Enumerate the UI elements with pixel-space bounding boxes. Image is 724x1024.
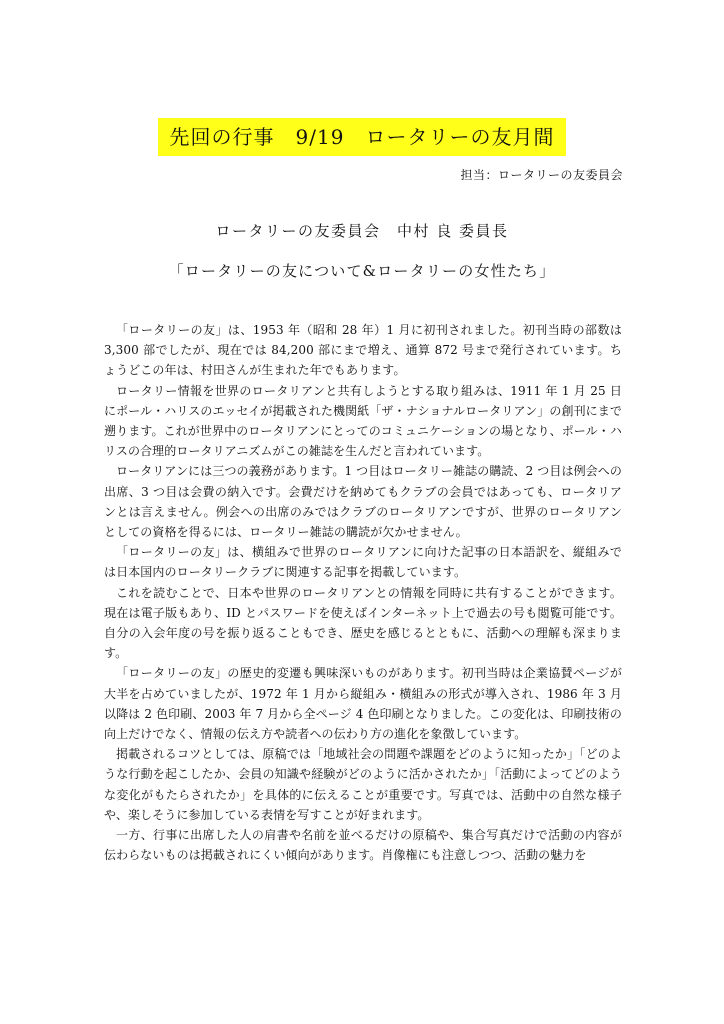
title-wrapper: [0, 118, 724, 156]
body-paragraph: 掲載されるコツとしては、原稿では「地域社会の問題や課題をどのように知ったか」「どのような行動を起こしたか、会員の知識や経験がどのように活かされたか」「活動によってどのような変化がもたらされたか」を具体的に伝えることが重要です。写真では、活動中の自然な様子や、楽しそうに参加している表情を写すことが好まれます。: [104, 747, 622, 822]
assignee-label: 担当：ロータリーの友委員会: [460, 168, 623, 182]
body-paragraph: これを読むことで、日本や世界のロータリアンとの情報を同時に共有することができます。現在は電子版もあり、ID とパスワードを使えばインターネット上で過去の号も閲覧可能です。自分の入会年度の号を振り返ることもでき、歴史を感じるとともに、活動への理解も深まります。: [104, 585, 622, 661]
body-paragraph: 一方、行事に出席した人の肩書や名前を並べるだけの原稿や、集合写真だけで活動の内容が伝わらないものは掲載されにくい傾向があります。肖像権にも注意しつつ、活動の魅力を: [104, 828, 622, 863]
body-paragraph: 「ロータリーの友」の歴史的変遷も興味深いものがあります。初刊当時は企業協賛ページが大半を占めていましたが、1972 年 1 月から縦組み・横組みの形式が導入され、1986 年 3 月以降は 2 色印刷、2003 年 7 月から全ページ 4 色印刷となりました。この変化は、印刷技術の向上だけでなく、情報の伝え方や読者への伝わり方の進化を象徴しています。: [104, 666, 622, 742]
body-paragraph: 「ロータリーの友」は、横組みで世界のロータリアンに向けた記事の日本語訳を、縦組みでは日本国内のロータリークラブに関連する記事を掲載しています。: [104, 545, 622, 580]
body-paragraph: ロータリー情報を世界のロータリアンと共有しようとする取り組みは、1911 年 1 月 25 日にポール・ハリスのエッセイが掲載された機関紙「ザ・ナショナルロータリアン」の創刊にまで遡ります。これが世界中のロータリアンにとってのコミュニケーションの場となり、ポール・ハリスの合理的ロータリアニズムがこの雑誌を生んだと言われています。: [104, 383, 622, 459]
body-paragraph: ロータリアンには三つの義務があります。1 つ目はロータリー雑誌の購読、2 つ目は例会への出席、3 つ目は会費の納入です。会費だけを納めてもクラブの会員ではあっても、ロータリアンとは言えません。例会への出席のみではクラブのロータリアンですが、世界のロータリアンとしての資格を得るには、ロータリー雑誌の購読が欠かせません。: [104, 464, 622, 540]
article-headline: 「ロータリーの友について&ロータリーの女性たち」: [168, 262, 556, 280]
speaker-line: ロータリーの友委員会 中村 良 委員長: [215, 222, 509, 240]
page-title: 先回の行事 9/19 ロータリーの友月間: [158, 118, 567, 156]
body-paragraph: 「ロータリーの友」は、1953 年（昭和 28 年）1 月に初刊されました。初刊当時の部数は 3,300 部でしたが、現在では 84,200 部にまで増え、通算 872 号まで発行されています。ちょうどこの年は、村田さんが生まれた年でもあります。: [104, 323, 622, 378]
article-body: [104, 320, 622, 865]
